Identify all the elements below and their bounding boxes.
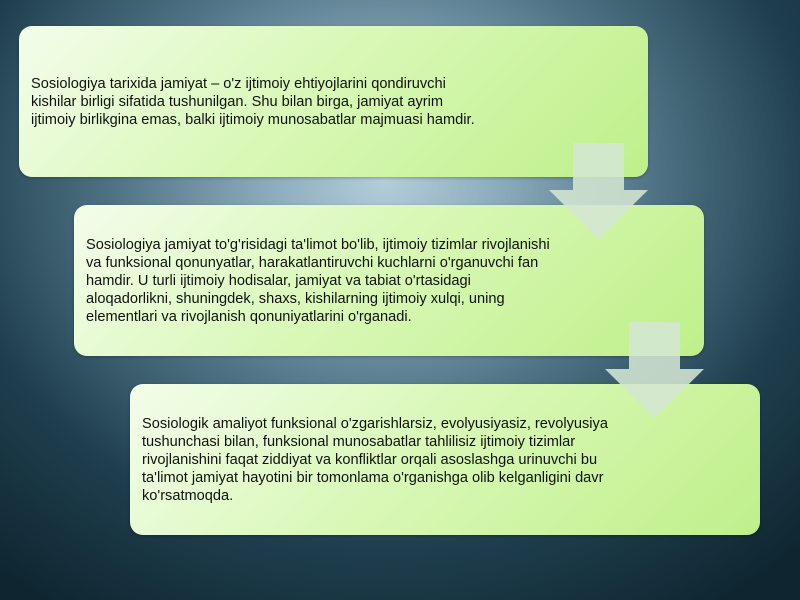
process-step-1-text: Sosiologiya tarixida jamiyat – o'z ijtimoiy ehtiyojlarini qondiruvchi kishilar birligi sifatida tushunilgan. Shu bilan birga, jamiyat ayrim ijtimoiy birlikgina emas, balki ijtimoiy munosabatlar majmuasi hamdir. [31,75,475,128]
down-arrow-icon [549,143,648,239]
down-arrow-icon [605,322,704,418]
process-step-2-text: Sosiologiya jamiyat to'g'risidagi ta'limot bo'lib, ijtimoiy tizimlar rivojlanishi va funksional qonunyatlar, harakatlantiruvchi kuchlarni o'rganuvchi fan hamdir. U turli ijtimoiy hodisalar, jamiyat va tabiat o'rtasidagi aloqadorlikni, shuningdek, shaxs, kishilarning ijtimoiy xulqi, uning elementlari va rivojlanish qonuniyatlarini o'rganadi. [86,236,550,325]
process-step-3-text: Sosiologik amaliyot funksional o'zgarishlarsiz, evolyusiyasiz, revolyusiya tushunchasi bilan, funksional munosabatlar tahlilisiz ijtimoiy tizimlar rivojlanishini faqat ziddiyat va konfliktlar orqali asoslashga urinuvchi bu ta'limot jamiyat hayotini bir tomonlama o'rganishga olib kelganligini davr ko'rsatmoqda. [142,415,608,504]
